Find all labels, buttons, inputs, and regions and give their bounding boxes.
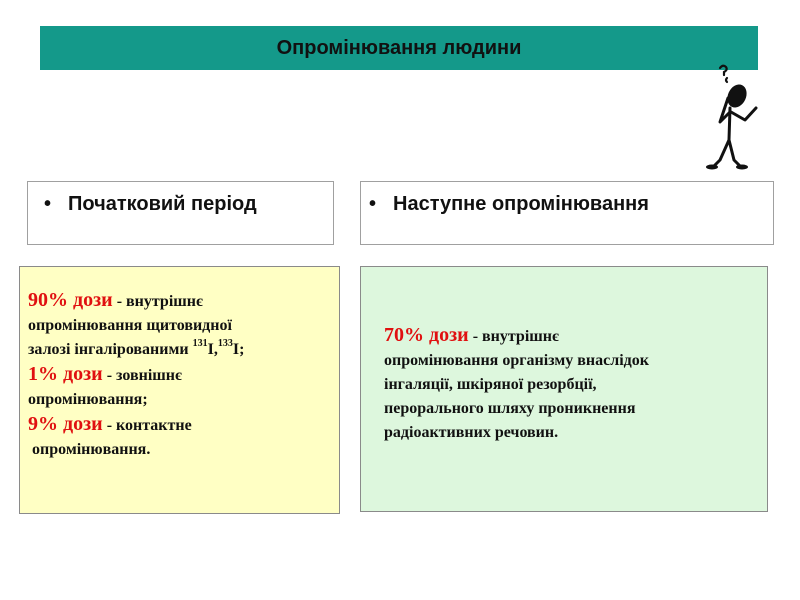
thinking-stick-figure-icon bbox=[690, 62, 770, 178]
dose-value: 90% дози bbox=[28, 289, 113, 311]
dose-line-9: 9% дози - контактне bbox=[28, 413, 192, 435]
details-line: перорального шляху проникнення bbox=[384, 400, 636, 417]
details-line: радіоактивних речовин. bbox=[384, 424, 559, 441]
bullet-label: Початковий період bbox=[68, 193, 257, 215]
subsequent-exposure-details bbox=[360, 266, 768, 512]
bullet-marker: • bbox=[369, 193, 377, 215]
initial-period-details bbox=[19, 266, 340, 514]
bullet-marker: • bbox=[44, 193, 52, 215]
bullet-label: Наступне опромінювання bbox=[393, 193, 649, 215]
details-line: опромінювання щитовидної bbox=[28, 317, 232, 334]
bullet-initial-period bbox=[27, 181, 334, 245]
dose-line-70: 70% дози - внутрішнє bbox=[384, 324, 559, 346]
isotope-mass: 131 bbox=[192, 338, 208, 349]
details-line: опромінювання. bbox=[28, 441, 151, 458]
dose-value: 9% дози bbox=[28, 413, 103, 435]
isotope-symbol: I, bbox=[207, 341, 218, 358]
dose-line-90: 90% дози - внутрішнє bbox=[28, 289, 203, 311]
details-line: інгаляції, шкіряної резорбції, bbox=[384, 376, 597, 393]
slide-title: Опромінювання людини bbox=[40, 26, 758, 70]
bullet-subsequent-exposure bbox=[360, 181, 774, 245]
isotope-symbol: I; bbox=[232, 341, 245, 358]
dose-value: 1% дози bbox=[28, 363, 103, 385]
details-line: опромінювання; bbox=[28, 391, 148, 408]
details-line: опромінювання організму внаслідок bbox=[384, 352, 649, 369]
isotope-mass: 133 bbox=[217, 338, 233, 349]
dose-line-1: 1% дози - зовнішнє bbox=[28, 363, 182, 385]
details-line-isotopes: залозі інгалірованими $^{131}$I,$^{133}$I; bbox=[28, 338, 245, 358]
dose-value: 70% дози bbox=[384, 324, 469, 346]
